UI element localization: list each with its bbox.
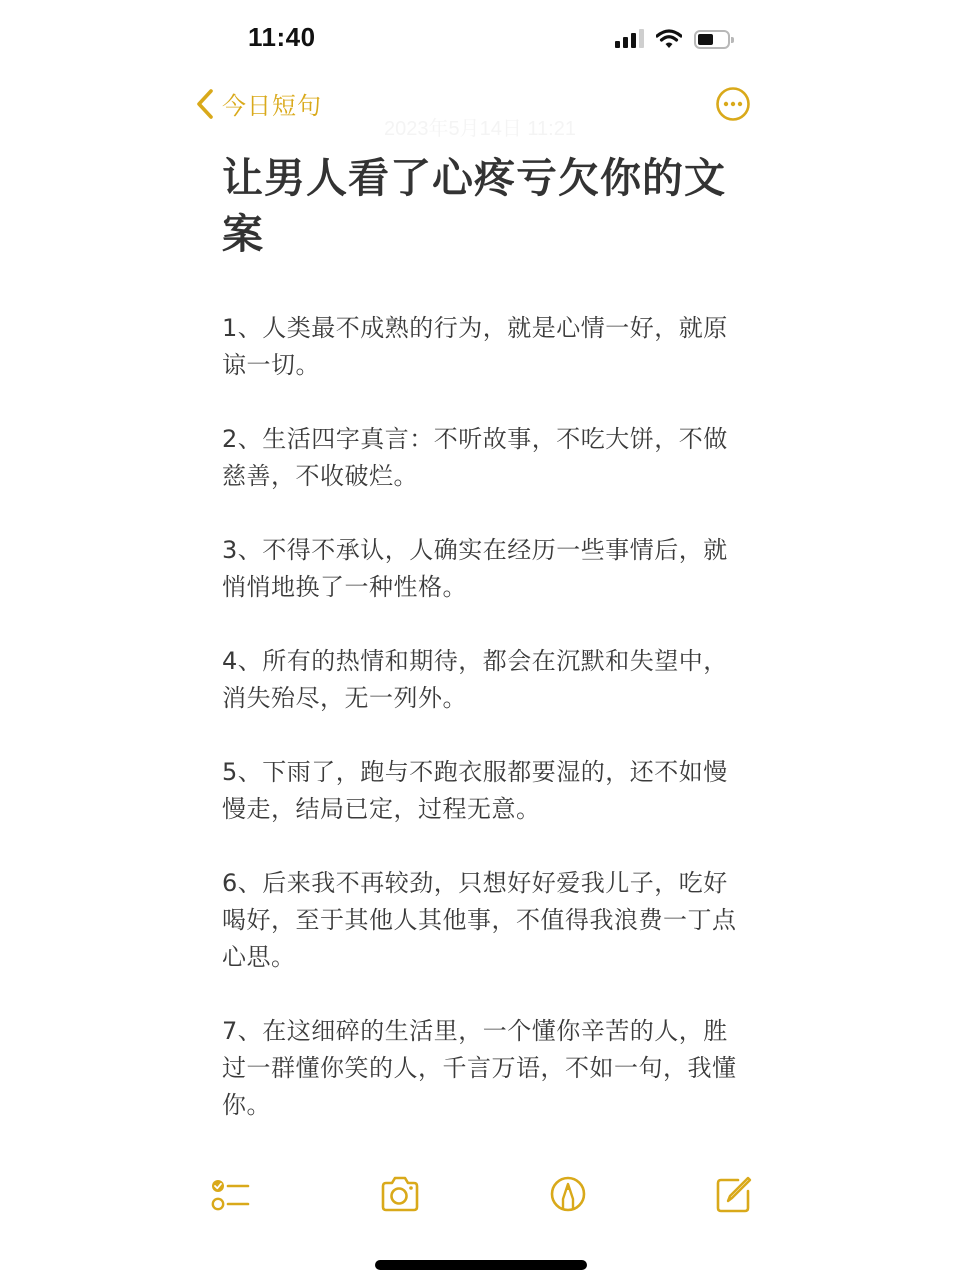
note-content[interactable] bbox=[222, 150, 742, 1161]
bottom-toolbar bbox=[0, 1172, 960, 1222]
status-bar bbox=[0, 0, 960, 70]
status-icons bbox=[615, 27, 730, 51]
status-time: 11:40 bbox=[248, 22, 316, 52]
note-item: 3、不得不承认，人确实在经历一些事情后，就悄悄地换了一种性格。 bbox=[222, 536, 728, 601]
note-body bbox=[222, 310, 742, 1124]
wifi-icon bbox=[656, 29, 682, 49]
camera-button[interactable] bbox=[378, 1172, 422, 1216]
compose-button[interactable] bbox=[712, 1172, 756, 1216]
note-item: 6、后来我不再较劲，只想好好爱我儿子，吃好喝好，至于其他人其他事，不值得我浪费一丁点心思。 bbox=[222, 869, 737, 971]
home-indicator[interactable] bbox=[375, 1260, 587, 1270]
camera-icon bbox=[378, 1172, 422, 1216]
note-item: 1、人类最不成熟的行为，就是心情一好，就原谅一切。 bbox=[222, 314, 728, 379]
pen-tip-circle-icon bbox=[546, 1172, 590, 1216]
cellular-signal-icon bbox=[615, 30, 644, 48]
note-date: 2023年5月14日 11:21 bbox=[384, 118, 576, 140]
note-title: 让男人看了心疼亏欠你的文案 bbox=[222, 154, 726, 258]
back-label: 今日短句 bbox=[222, 92, 322, 120]
checklist-icon bbox=[208, 1172, 252, 1216]
note-item: 2、生活四字真言：不听故事，不吃大饼，不做慈善，不收破烂。 bbox=[222, 425, 728, 490]
checklist-button[interactable] bbox=[208, 1172, 252, 1216]
note-item: 4、所有的热情和期待，都会在沉默和失望中，消失殆尽，无一列外。 bbox=[222, 647, 728, 712]
markup-button[interactable] bbox=[546, 1172, 590, 1216]
note-item: 7、在这细碎的生活里，一个懂你辛苦的人，胜过一群懂你笑的人，千言万语，不如一句，我懂你。 bbox=[222, 1017, 737, 1119]
compose-icon bbox=[712, 1172, 756, 1216]
battery-icon bbox=[694, 30, 730, 49]
note-item: 5、下雨了，跑与不跑衣服都要湿的，还不如慢慢走，结局已定，过程无意。 bbox=[222, 758, 728, 823]
